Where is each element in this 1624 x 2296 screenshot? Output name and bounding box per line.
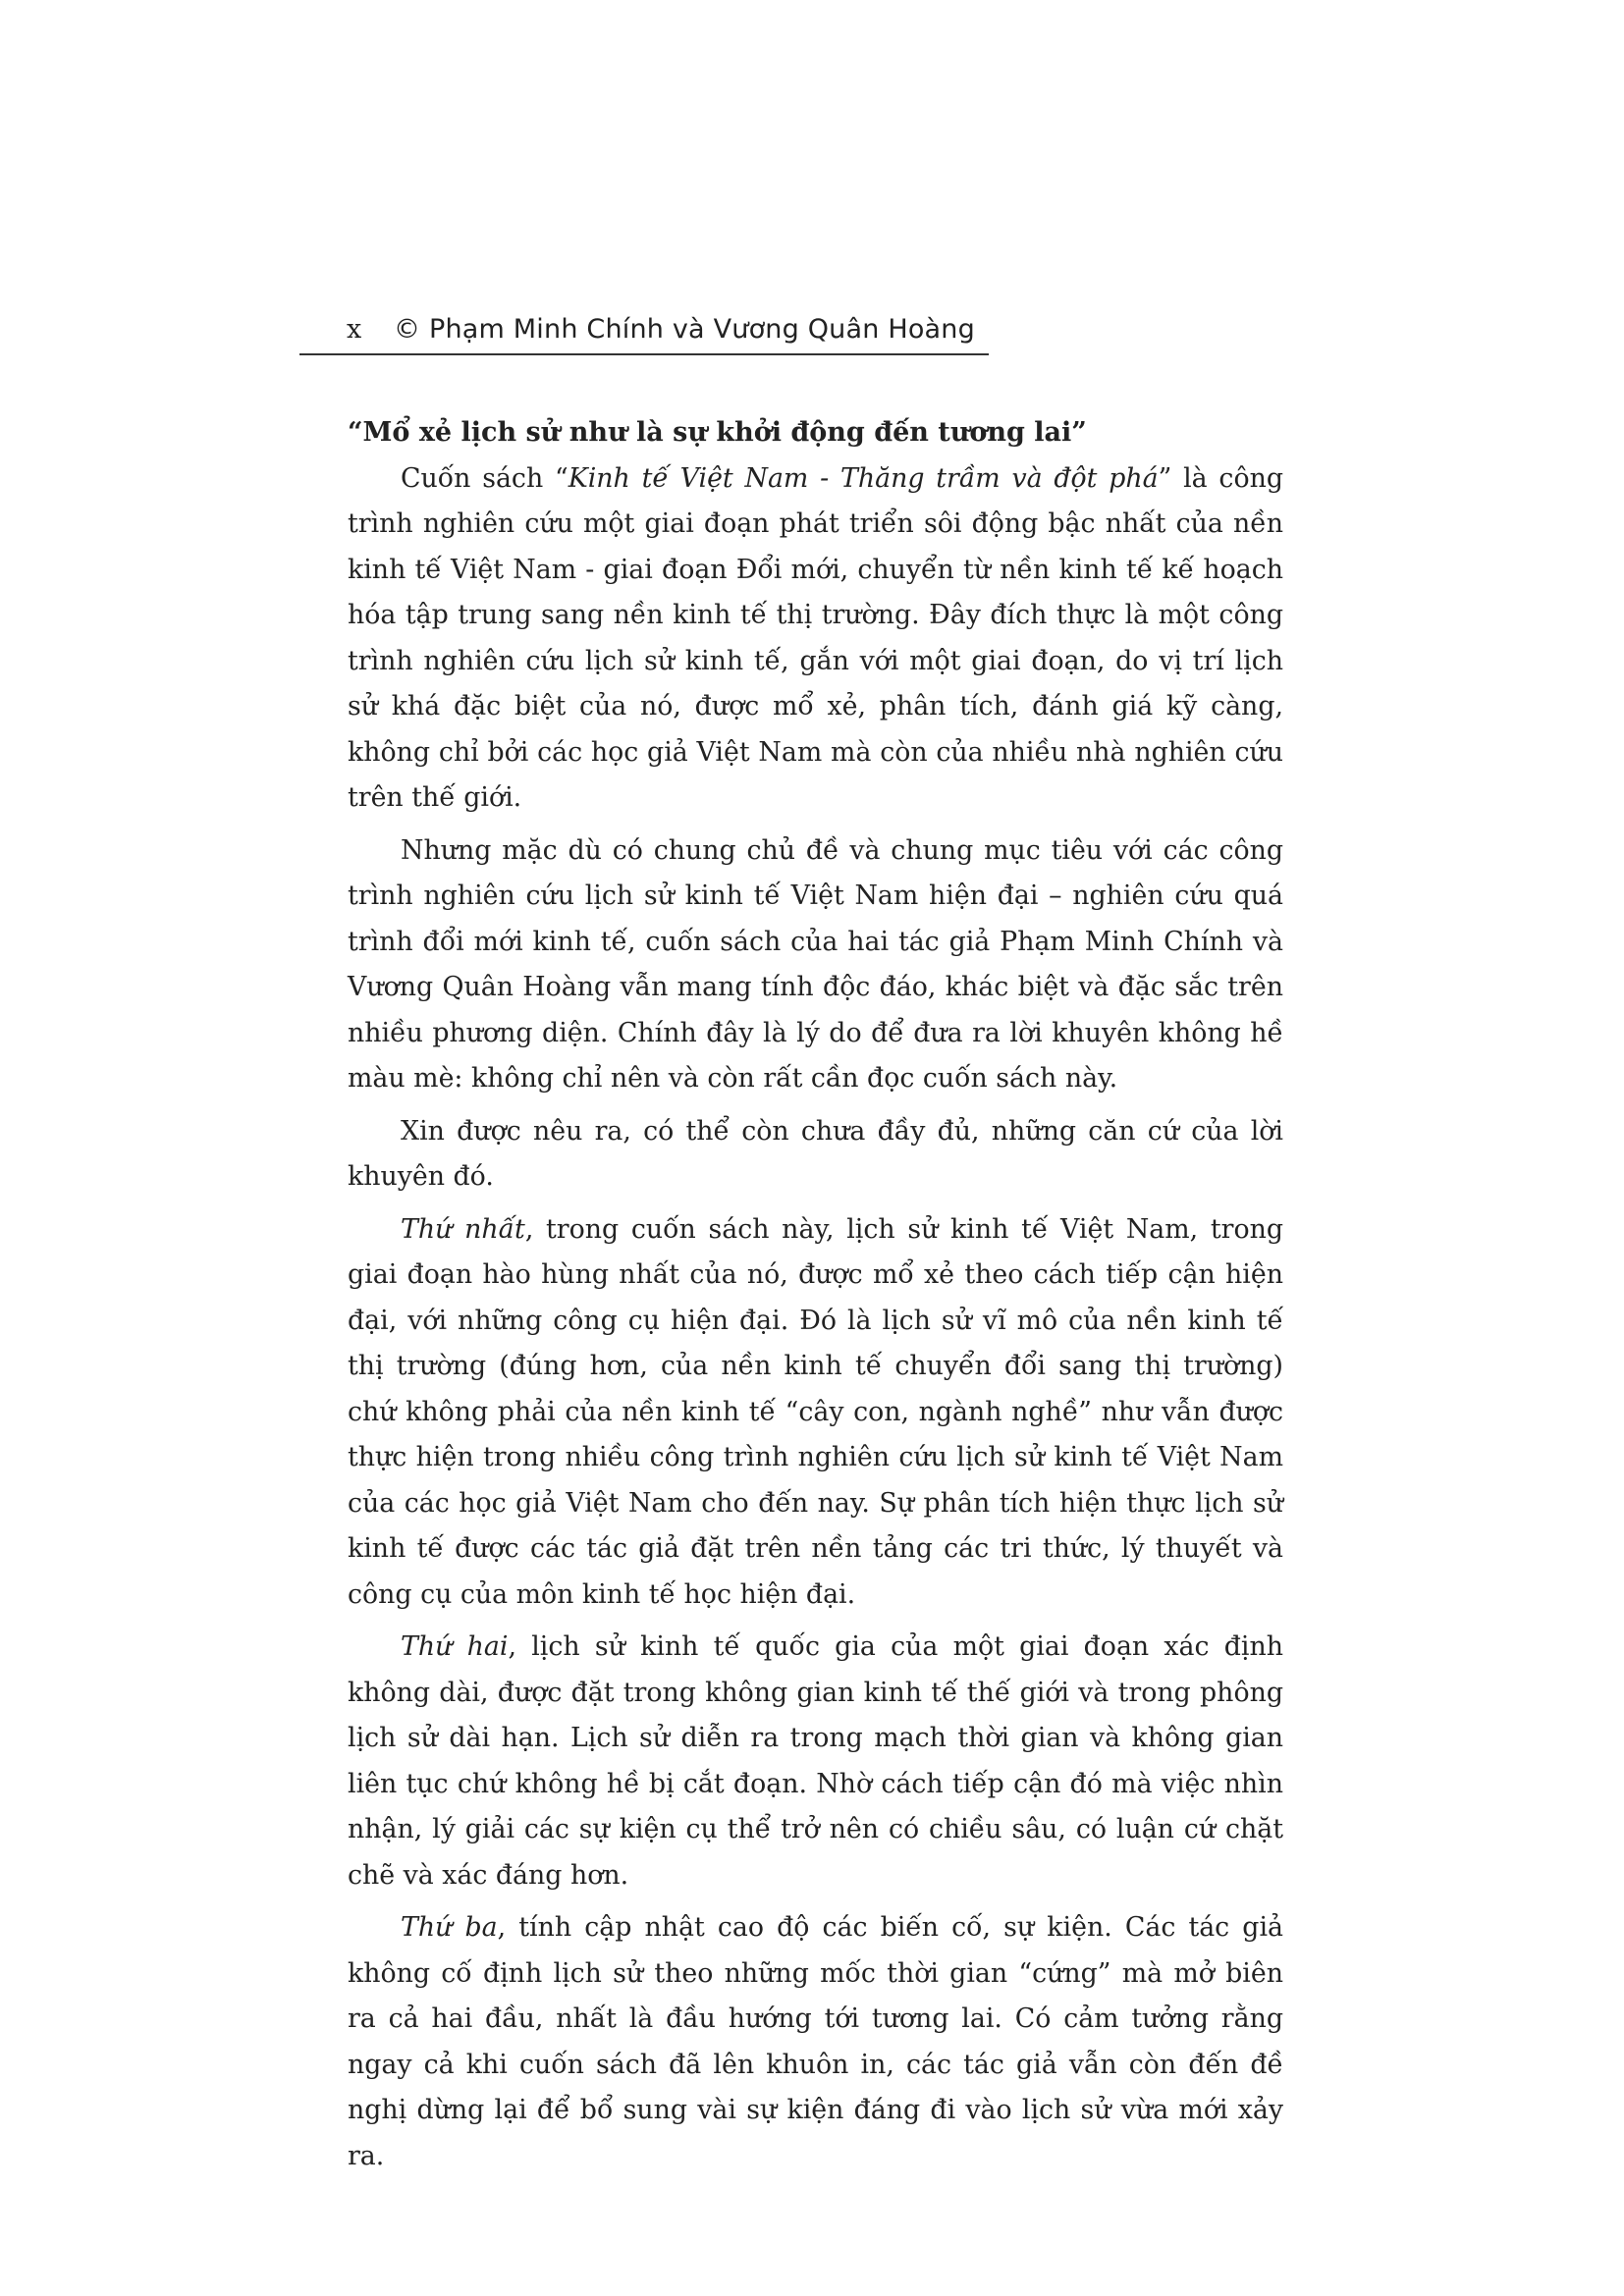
paragraph-5-body: , lịch sử kinh tế quốc gia của một giai đoạn xác định không dài, được đặt trong không gian kinh tế thế giới và trong phông lịch sử dài hạn. Lịch sử diễn ra trong mạch thời gian và không gian liên tục chứ không hề bị cắt đoạn. Nhờ cách tiếp cận đó mà việc nhìn nhận, lý giải các sự kiện cụ thể trở nên có chiều sâu, có luận cứ chặt chẽ và xác đáng hơn. xyxy=(348,1631,1283,1891)
paragraph-5 xyxy=(348,1625,1283,1898)
paragraph-3: Xin được nêu ra, có thể còn chưa đầy đủ, những căn cứ của lời khuyên đó. xyxy=(348,1115,1283,1192)
paragraph-6 xyxy=(348,1905,1283,2179)
paragraph-1-after: ” là công trình nghiên cứu một giai đoạn phát triển sôi động bậc nhất của nền kinh tế Việt Nam - giai đoạn Đổi mới, chuyển từ nền kinh tế kế hoạch hóa tập trung sang nền kinh tế thị trường. Đây đích thực là một công trình nghiên cứu lịch sử kinh tế, gắn với một giai đoạn, do vị trí lịch sử khá đặc biệt của nó, được mổ xẻ, phân tích, đánh giá kỹ càng, không chỉ bởi các học giả Việt Nam mà còn của nhiều nhà nghiên cứu trên thế giới. xyxy=(348,462,1283,813)
running-header xyxy=(299,306,989,355)
page-number: x xyxy=(347,314,362,345)
paragraph-6-body: , tính cập nhật cao độ các biến cố, sự kiện. Các tác giả không cố định lịch sử theo những mốc thời gian “cứng” mà mở biên ra cả hai đầu, nhất là đầu hướng tới tương lai. Có cảm tưởng rằng ngay cả khi cuốn sách đã lên khuôn in, các tác giả vẫn còn đến đề nghị dừng lại để bổ sung vài sự kiện đáng đi vào lịch sử vừa mới xảy ra. xyxy=(348,1912,1283,2171)
book-title: Kinh tế Việt Nam - Thăng trầm và đột phá xyxy=(568,462,1159,494)
paragraph-6-lead: Thứ ba xyxy=(401,1912,498,1943)
paragraph-5-lead: Thứ hai xyxy=(401,1631,509,1662)
paragraph-4-body: , trong cuốn sách này, lịch sử kinh tế Việt Nam, trong giai đoạn hào hùng nhất của nó, được mổ xẻ theo cách tiếp cận hiện đại, với những công cụ hiện đại. Đó là lịch sử vĩ mô của nền kinh tế thị trường (đúng hơn, của nền kinh tế chuyển đổi sang thị trường) chứ không phải của nền kinh tế “cây con, ngành nghề” như vẫn được thực hiện trong nhiều công trình nghiên cứu lịch sử kinh tế Việt Nam của các học giả Việt Nam cho đến nay. Sự phân tích hiện thực lịch sử kinh tế được các tác giả đặt trên nền tảng các tri thức, lý thuyết và công cụ của môn kinh tế học hiện đại. xyxy=(348,1213,1283,1610)
header-text: © Phạm Minh Chính và Vương Quân Hoàng xyxy=(394,314,975,345)
paragraph-2: Nhưng mặc dù có chung chủ đề và chung mục tiêu với các công trình nghiên cứu lịch sử kinh tế Việt Nam hiện đại – nghiên cứu quá trình đổi mới kinh tế, cuốn sách của hai tác giả Phạm Minh Chính và Vương Quân Hoàng vẫn mang tính độc đáo, khác biệt và đặc sắc trên nhiều phương diện. Chính đây là lý do để đưa ra lời khuyên không hề màu mè: không chỉ nên và còn rất cần đọc cuốn sách này. xyxy=(348,834,1283,1094)
paragraph-1 xyxy=(348,456,1283,822)
section-title: “Mổ xẻ lịch sử như là sự khởi động đến tương lai” xyxy=(348,417,1087,448)
paragraph-1-before: Cuốn sách “ xyxy=(401,462,568,494)
paragraph-4 xyxy=(348,1207,1283,1619)
page-content xyxy=(348,410,1283,2186)
paragraph-4-lead: Thứ nhất xyxy=(401,1213,525,1245)
